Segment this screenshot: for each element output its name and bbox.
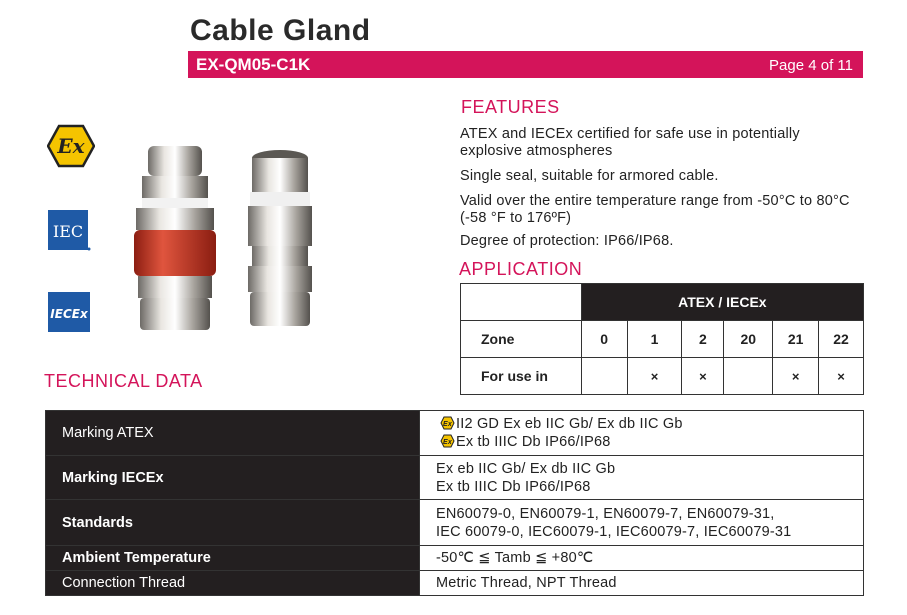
- table-row: [46, 411, 864, 456]
- feature-item: ATEX and IECEx certified for safe use in potentially explosive atmospheres: [460, 126, 800, 159]
- spec-line: IEC 60079-0, IEC60079-1, IEC60079-7, IEC60079-31: [436, 523, 792, 540]
- zone-cell: 0: [581, 321, 627, 358]
- spec-value: [420, 456, 864, 500]
- spec-key: Connection Thread: [46, 571, 420, 596]
- spec-line: EN60079-0, EN60079-1, EN60079-7, EN60079-31,: [436, 505, 775, 522]
- spec-key: Standards: [46, 500, 420, 546]
- model-number: EX-QM05-C1K: [196, 55, 311, 74]
- ex-hazard-icon: [47, 124, 95, 168]
- use-cell: [581, 358, 627, 395]
- use-cell: ×: [682, 358, 724, 395]
- table-row: [46, 500, 864, 546]
- zone-cell: 20: [724, 321, 773, 358]
- spec-line: Ex Ex tb IIIC Db IP66/IP68: [440, 433, 863, 451]
- spec-line: Ex tb IIIC Db IP66/IP68: [436, 478, 591, 495]
- ex-mini-icon: [440, 416, 455, 430]
- feature-item: Valid over the entire temperature range from -50°C to 80°C (-58 °F to 176ºF): [460, 193, 850, 226]
- atex-iecex-header: ATEX / IECEx: [581, 284, 863, 321]
- svg-text:Ex: Ex: [443, 421, 452, 428]
- feature-item: Degree of protection: IP66/IP68.: [460, 233, 674, 249]
- use-row: [461, 358, 864, 395]
- features-heading: FEATURES: [461, 97, 560, 117]
- spec-line: Ex II2 GD Ex eb IIC Gb/ Ex db IIC Gb: [440, 415, 863, 433]
- use-cell: [724, 358, 773, 395]
- use-cell: ×: [773, 358, 819, 395]
- svg-text:Ex: Ex: [57, 134, 85, 158]
- title-bar: [188, 51, 863, 78]
- spec-key: Ambient Temperature: [46, 546, 420, 571]
- technical-data-table: [45, 410, 864, 596]
- table-row: [46, 456, 864, 500]
- gland-plain: [248, 150, 312, 326]
- spec-line: Ex eb IIC Gb/ Ex db IIC Gb: [436, 460, 616, 477]
- zone-label: Zone: [461, 321, 582, 358]
- spec-value: -50℃ ≦ Tamb ≦ +80℃: [420, 546, 864, 571]
- spec-key: Marking IECEx: [46, 456, 420, 500]
- zone-cell: 1: [627, 321, 682, 358]
- use-cell: ×: [627, 358, 682, 395]
- zone-cell: 21: [773, 321, 819, 358]
- svg-text:Ex: Ex: [443, 439, 452, 446]
- ex-mini-icon: [440, 434, 455, 448]
- iec-logo-text: IEC: [52, 222, 84, 241]
- spec-value: [420, 411, 864, 456]
- use-label: For use in: [461, 358, 582, 395]
- zone-row: [461, 321, 864, 358]
- application-heading: APPLICATION: [459, 259, 583, 279]
- feature-item: Single seal, suitable for armored cable.: [460, 168, 719, 184]
- table-row: [46, 546, 864, 571]
- iecex-logo-text: IECEx: [50, 307, 88, 321]
- iecex-logo: [47, 291, 95, 335]
- technical-data-heading: TECHNICAL DATA: [44, 371, 203, 391]
- page-title: Cable Gland: [190, 14, 371, 47]
- iec-logo: [47, 209, 91, 253]
- gland-with-red-seal: [134, 146, 216, 330]
- page-number: Page 4 of 11: [769, 57, 853, 74]
- table-row: [46, 571, 864, 596]
- use-cell: ×: [819, 358, 864, 395]
- application-table: [460, 283, 864, 395]
- zone-cell: 2: [682, 321, 724, 358]
- table-corner: [461, 284, 582, 321]
- zone-cell: 22: [819, 321, 864, 358]
- spec-value: [420, 500, 864, 546]
- spec-key: Marking ATEX: [46, 411, 420, 456]
- product-image: [112, 138, 322, 338]
- spec-value: Metric Thread, NPT Thread: [420, 571, 864, 596]
